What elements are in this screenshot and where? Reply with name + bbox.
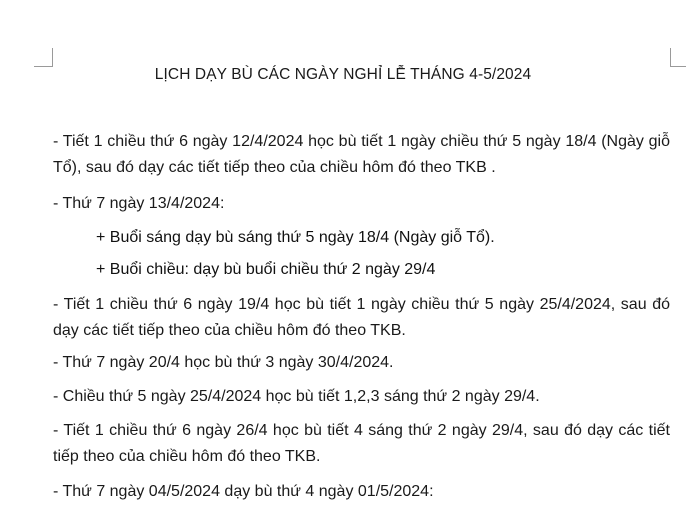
paragraph: - Tiết 1 chiều thứ 6 ngày 19/4 học bù tiết 1 ngày chiều thứ 5 ngày 25/4/2024, sau đó dạy các tiết tiếp theo của chiều hôm đó theo TKB.: [53, 296, 670, 339]
paragraph: - Tiết 1 chiều thứ 6 ngày 26/4 học bù tiết 4 sáng thứ 2 ngày 29/4, sau đó dạy các tiết tiếp theo của chiều hôm đó theo TKB.: [53, 422, 670, 465]
document-title: LỊCH DẠY BÙ CÁC NGÀY NGHỈ LỄ THÁNG 4-5/2024: [154, 66, 532, 83]
sub-item: + Buổi chiều: dạy bù buổi chiều thứ 2 ngày 29/4: [96, 261, 436, 278]
paragraph: - Thứ 7 ngày 04/5/2024 dạy bù thứ 4 ngày 01/5/2024:: [53, 483, 434, 500]
paragraph: - Thứ 7 ngày 20/4 học bù thứ 3 ngày 30/4/2024.: [53, 354, 394, 371]
sub-item: + Buổi sáng dạy bù sáng thứ 5 ngày 18/4 (Ngày giỗ Tổ).: [96, 229, 495, 246]
paragraph: - Tiết 1 chiều thứ 6 ngày 12/4/2024 học bù tiết 1 ngày chiều thứ 5 ngày 18/4 (Ngày giỗ Tổ), sau đó dạy các tiết tiếp theo của chiều hôm đó theo TKB .: [53, 133, 670, 176]
paragraph: - Thứ 7 ngày 13/4/2024:: [53, 195, 225, 212]
page-corner-mark-left: [34, 48, 53, 67]
paragraph: - Chiều thứ 5 ngày 25/4/2024 học bù tiết 1,2,3 sáng thứ 2 ngày 29/4.: [53, 388, 540, 405]
page-corner-mark-right: [670, 48, 686, 67]
